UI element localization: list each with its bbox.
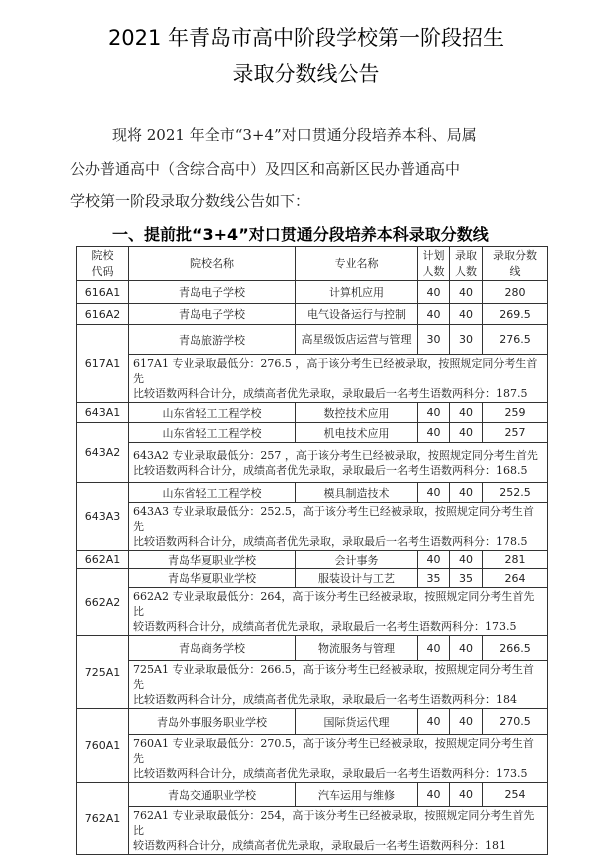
- header-plan-count: 计划 人数: [418, 247, 450, 281]
- table-row: [77, 281, 548, 304]
- cutoff-score: 266.5: [483, 636, 548, 661]
- plan-count: 40: [418, 281, 450, 304]
- admit-count: 40: [450, 783, 483, 807]
- table-note-row: [77, 735, 548, 783]
- school-code: 760A1: [77, 709, 129, 783]
- intro-paragraph-line1: 现将 2021 年全市“3+4”对口贯通分段培养本科、局属: [112, 126, 477, 144]
- admit-count: 30: [450, 325, 483, 355]
- school-name: 青岛商务学校: [129, 636, 296, 661]
- table-note-row: [77, 588, 548, 636]
- page-title-line2: 录取分数线公告: [232, 62, 380, 86]
- intro-paragraph-line3: 学校第一阶段录取分数线公告如下：: [70, 192, 311, 210]
- header-school-code: 院校 代码: [77, 247, 129, 281]
- cutoff-score: 276.5: [483, 325, 548, 355]
- school-name: 青岛旅游学校: [129, 325, 296, 355]
- major-name: 会计事务: [296, 551, 418, 569]
- school-code: 643A3: [77, 483, 129, 551]
- admit-count: 40: [450, 423, 483, 443]
- admit-count: 40: [450, 483, 483, 503]
- major-name: 电气设备运行与控制: [296, 304, 418, 325]
- school-code: 662A2: [77, 569, 129, 636]
- cutoff-score: 280: [483, 281, 548, 304]
- admission-note: 760A1 专业录取最低分：270.5，高于该分考生已经被录取，按照规定同分考生首先 比较语数两科合计分，成绩高者优先录取，录取最后一名考生语数两科分：173.5: [129, 735, 548, 783]
- admit-count: 40: [450, 304, 483, 325]
- major-name: 汽车运用与维修: [296, 783, 418, 807]
- cutoff-score: 281: [483, 551, 548, 569]
- plan-count: 40: [418, 304, 450, 325]
- header-cutoff-score: 录取分数 线: [483, 247, 548, 281]
- school-name: 青岛华夏职业学校: [129, 569, 296, 588]
- admit-count: 35: [450, 569, 483, 588]
- plan-count: 40: [418, 551, 450, 569]
- major-name: 机电技术应用: [296, 423, 418, 443]
- plan-count: 40: [418, 403, 450, 423]
- school-name: 青岛交通职业学校: [129, 783, 296, 807]
- intro-paragraph-line2: 公办普通高中（含综合高中）及四区和高新区民办普通高中: [70, 160, 461, 178]
- school-name: 山东省轻工工程学校: [129, 423, 296, 443]
- school-code: 616A2: [77, 304, 129, 325]
- major-name: 服装设计与工艺: [296, 569, 418, 588]
- table-note-row: [77, 661, 548, 709]
- header-school-name: 院校名称: [129, 247, 296, 281]
- major-name: 高星级饭店运营与管理: [296, 325, 418, 355]
- section-heading: 一、提前批“3+4”对口贯通分段培养本科录取分数线: [112, 225, 489, 244]
- plan-count: 30: [418, 325, 450, 355]
- admit-count: 40: [450, 551, 483, 569]
- header-admit-count: 录取 人数: [450, 247, 483, 281]
- table-row: [77, 423, 548, 443]
- school-code: 643A1: [77, 403, 129, 423]
- table-row: [77, 403, 548, 423]
- admission-note: 617A1 专业录取最低分：276.5 ，高于该分考生已经被录取，按照规定同分考生首先 比较语数两科合计分，成绩高者优先录取，录取最后一名考生语数两科分：187.5: [129, 355, 548, 403]
- school-code: 643A2: [77, 423, 129, 483]
- cutoff-score: 259: [483, 403, 548, 423]
- admission-note: 762A1 专业录取最低分：254，高于该分考生已经被录取，按照规定同分考生首先比 较语数两科合计分，成绩高者优先录取，录取最后一名考生语数两科分：181: [129, 807, 548, 855]
- admission-note: 643A2 专业录取最低分：257 ，高于该分考生已经被录取，按照规定同分考生首先 比较语数两科合计分，成绩高者优先录取，录取最后一名考生语数两科分：168.5: [129, 443, 548, 483]
- table-row: [77, 783, 548, 807]
- cutoff-score: 264: [483, 569, 548, 588]
- plan-count: 40: [418, 483, 450, 503]
- table-note-row: [77, 355, 548, 403]
- header-major-name: 专业名称: [296, 247, 418, 281]
- plan-count: 40: [418, 783, 450, 807]
- school-code: 616A1: [77, 281, 129, 304]
- admit-count: 40: [450, 709, 483, 735]
- table-row: [77, 325, 548, 355]
- plan-count: 35: [418, 569, 450, 588]
- admission-note: 643A3 专业录取最低分：252.5，高于该分考生已经被录取，按照规定同分考生首先 比较语数两科合计分，成绩高者优先录取，录取最后一名考生语数两科分：178.5: [129, 503, 548, 551]
- school-code: 617A1: [77, 325, 129, 403]
- page-title: 2021 年青岛市高中阶段学校第一阶段招生: [107, 26, 505, 50]
- table-note-row: [77, 807, 548, 855]
- table-note-row: [77, 503, 548, 551]
- school-name: 青岛电子学校: [129, 281, 296, 304]
- plan-count: 40: [418, 636, 450, 661]
- school-name: 山东省轻工工程学校: [129, 483, 296, 503]
- admit-count: 40: [450, 403, 483, 423]
- table-header-row: [77, 247, 548, 281]
- school-code: 725A1: [77, 636, 129, 709]
- major-name: 计算机应用: [296, 281, 418, 304]
- table-row: [77, 551, 548, 569]
- table-row: [77, 483, 548, 503]
- cutoff-score: 269.5: [483, 304, 548, 325]
- major-name: 物流服务与管理: [296, 636, 418, 661]
- major-name: 国际货运代理: [296, 709, 418, 735]
- school-code: 662A1: [77, 551, 129, 569]
- school-name: 山东省轻工工程学校: [129, 403, 296, 423]
- cutoff-score: 270.5: [483, 709, 548, 735]
- table-row: [77, 636, 548, 661]
- cutoff-score: 252.5: [483, 483, 548, 503]
- plan-count: 40: [418, 423, 450, 443]
- table-row: [77, 709, 548, 735]
- school-name: 青岛电子学校: [129, 304, 296, 325]
- admission-note: 725A1 专业录取最低分：266.5，高于该分考生已经被录取，按照规定同分考生首先 比较语数两科合计分，成绩高者优先录取，录取最后一名考生语数两科分：184: [129, 661, 548, 709]
- major-name: 数控技术应用: [296, 403, 418, 423]
- table-note-row: [77, 443, 548, 483]
- cutoff-score: 254: [483, 783, 548, 807]
- table-row: [77, 569, 548, 588]
- admit-count: 40: [450, 281, 483, 304]
- admit-count: 40: [450, 636, 483, 661]
- cutoff-score: 257: [483, 423, 548, 443]
- major-name: 模具制造技术: [296, 483, 418, 503]
- plan-count: 40: [418, 709, 450, 735]
- admission-score-table: [76, 246, 548, 855]
- school-name: 青岛外事服务职业学校: [129, 709, 296, 735]
- admission-note: 662A2 专业录取最低分：264，高于该分考生已经被录取，按照规定同分考生首先比 较语数两科合计分，成绩高者优先录取，录取最后一名考生语数两科分：173.5: [129, 588, 548, 636]
- school-code: 762A1: [77, 783, 129, 855]
- table-row: [77, 304, 548, 325]
- school-name: 青岛华夏职业学校: [129, 551, 296, 569]
